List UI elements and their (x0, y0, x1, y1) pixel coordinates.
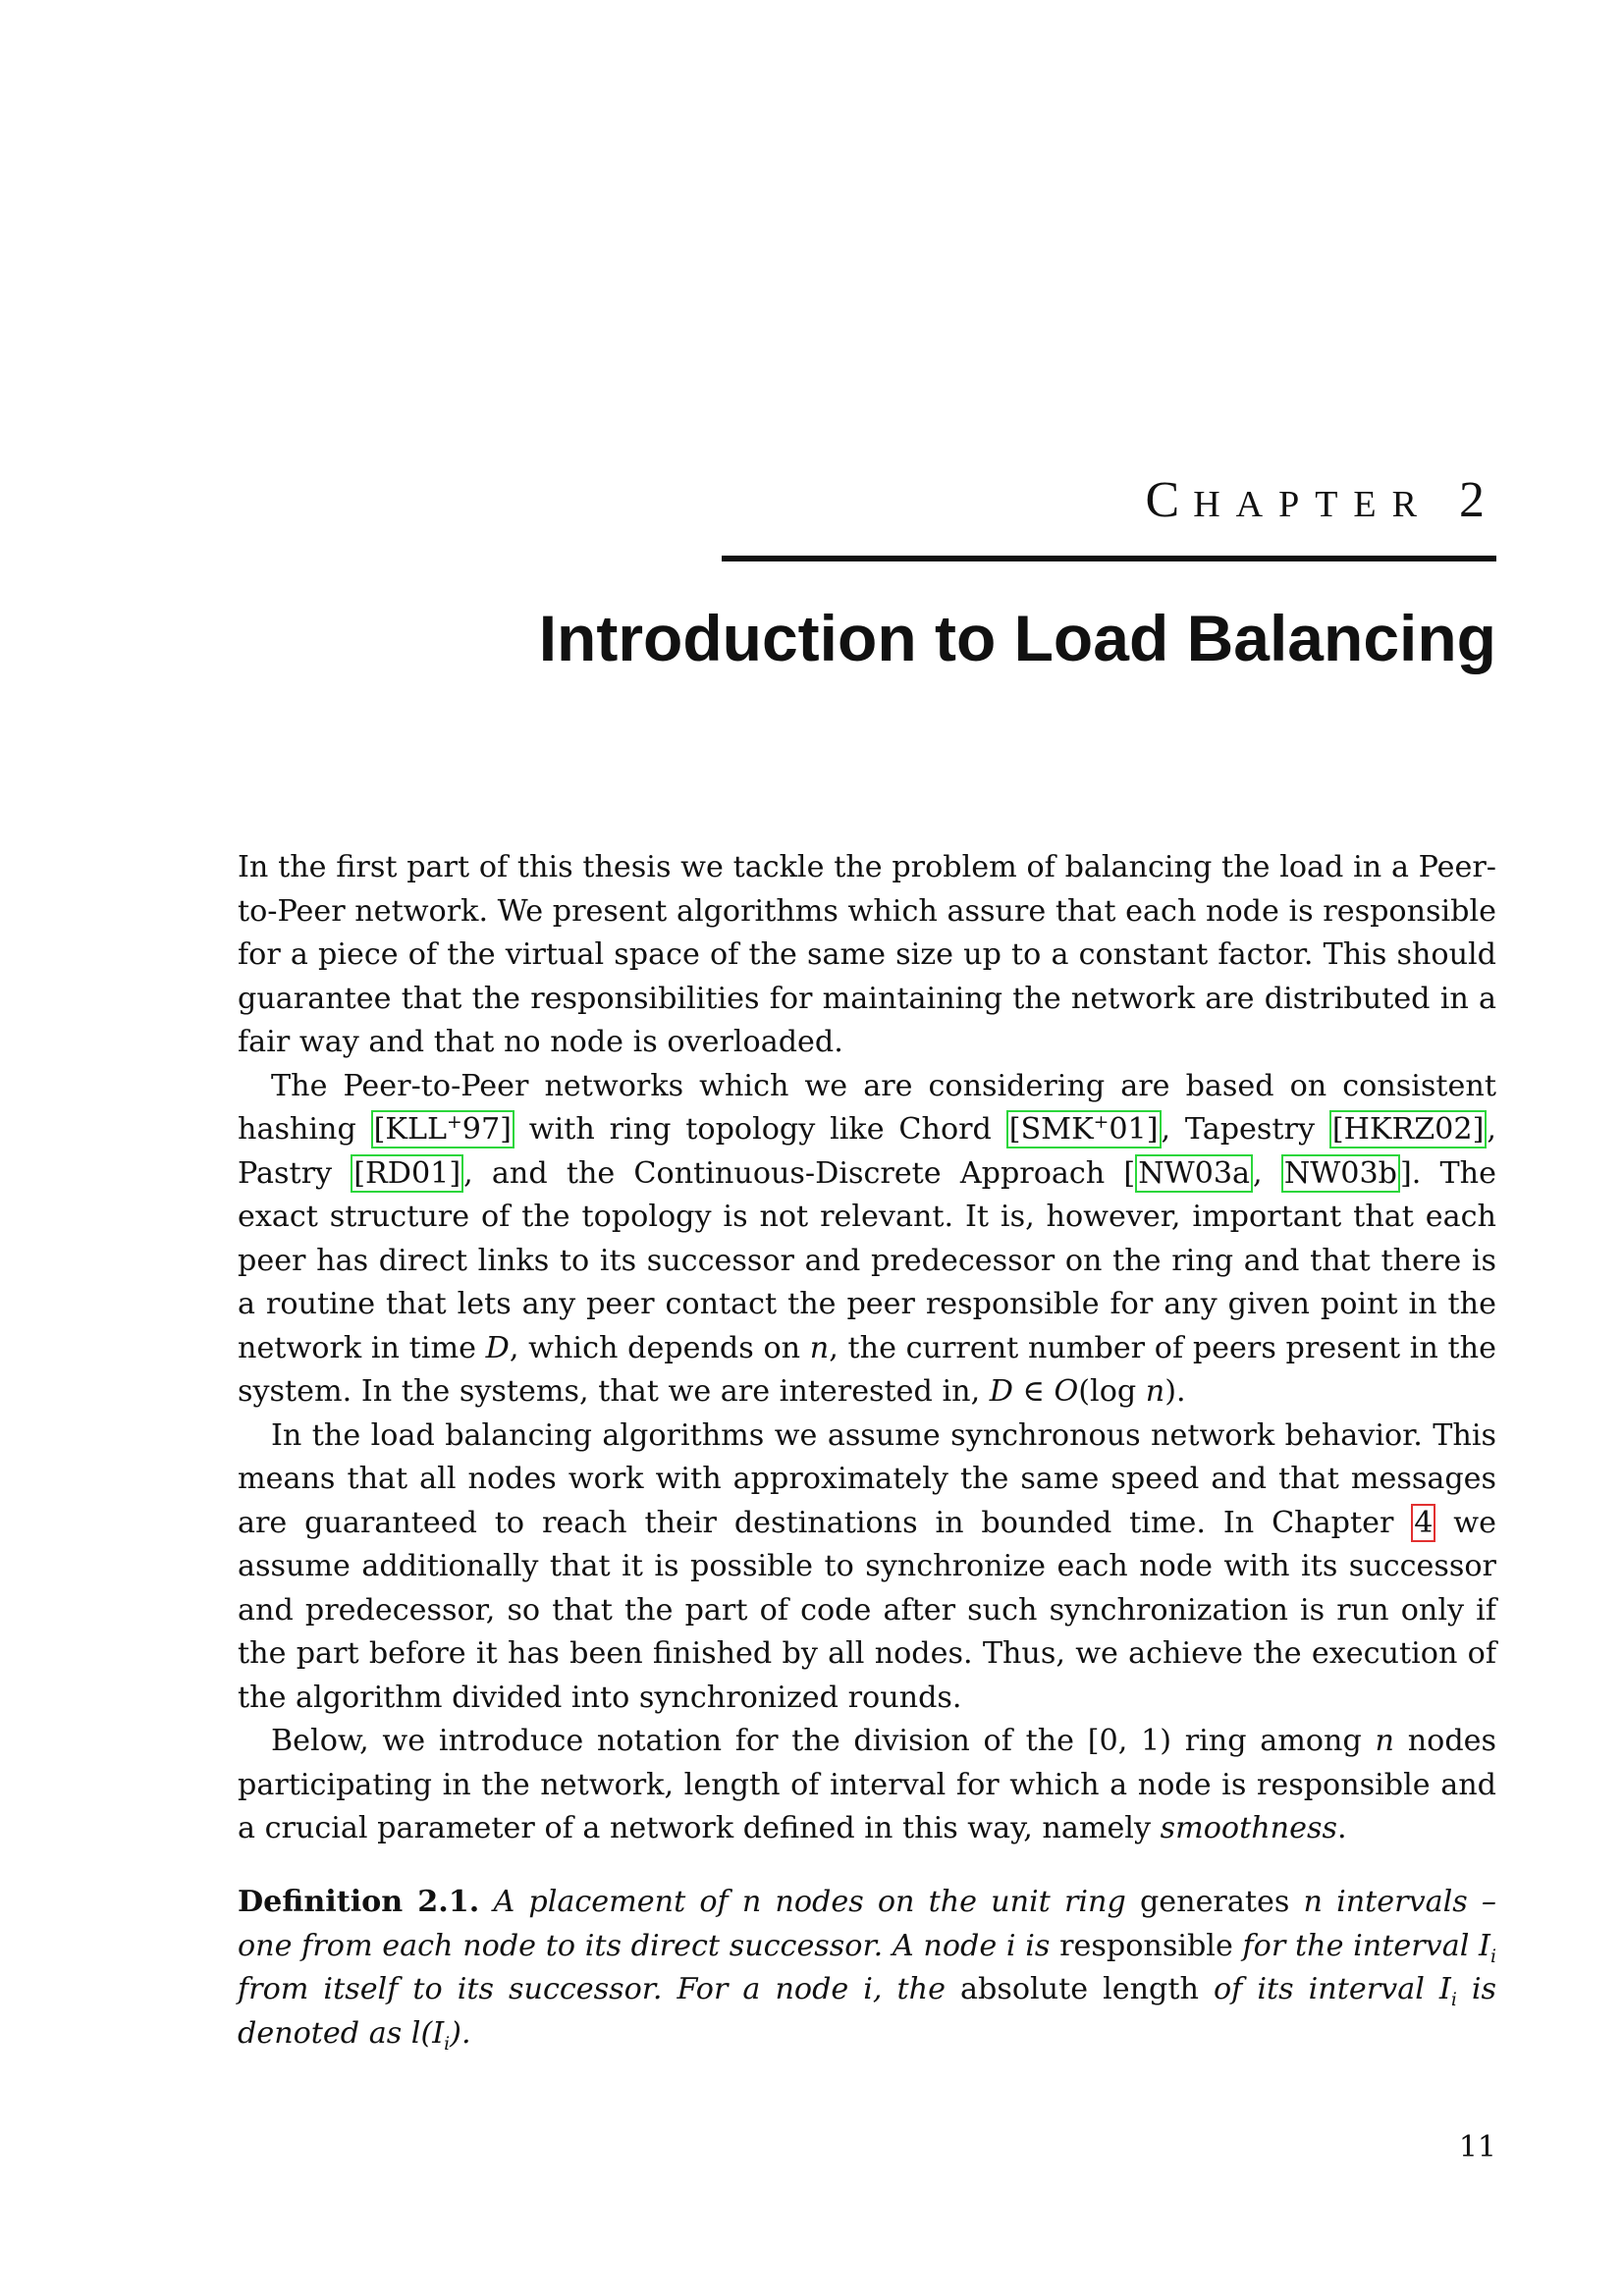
body-text (238, 846, 1496, 1851)
paragraph-1: In the first part of this thesis we tackle the problem of balancing the load in a Peer-to-Peer network. We present algorithms which assure that each node is responsible for a piece of the virtual space of the same size up to a constant factor. This should guarantee that the responsibilities for maintaining the network are distributed in a fair way and that no node is overloaded. (238, 850, 1496, 1059)
chapter-label-rest: HAPTER (1193, 484, 1433, 525)
citation-link-nw03a[interactable]: NW03a (1135, 1154, 1253, 1193)
definition-2-1: Definition 2.1. A placement of n nodes on the unit ring generates n intervals – one from each node to its direct successor. A node i is responsible for the interval $I_i$ from itself to its successor. For a node i, the absolute length of its interval $I_i$ is denoted as $l(I_i)$. (238, 1885, 1497, 2055)
citation-link-hkrz02[interactable]: [HKRZ02] (1329, 1110, 1488, 1148)
citation-link-smk01[interactable]: [SMK+01] (1006, 1110, 1162, 1148)
paragraph-3: In the load balancing algorithms we assume synchronous network behavior. This means that all nodes work with approximately the same speed and that messages are guaranteed to reach their destinations in bounded time. In Chapter 4 we assume additionally that it is possible to synchronize each node with its successor and predecessor, so that the part of code after such synchronization is run only if the part before it has been finished by all nodes. Thus, we achieve the execution of the algorithm divided into synchronized rounds. (238, 1417, 1496, 1715)
citation-link-rd01[interactable]: [RD01] (351, 1154, 463, 1193)
definition-heading: Definition 2.1. (238, 1885, 480, 1919)
page-number: 11 (1458, 2130, 1496, 2164)
chapter-number: 2 (1459, 472, 1498, 528)
chapter-title: Introduction to Load Balancing (538, 602, 1496, 674)
chapter-rule (722, 556, 1496, 561)
paragraph-2: The Peer-to-Peer networks which we are considering are based on consistent hashing [KLL+97] with ring topology like Chord [SMK+01], Tapestry [HKRZ02], Pastry [RD01], and the Continuous-Discrete Approach [NW03a, NW03b]. The exact structure of the topology is not relevant. It is, however, important that each peer has direct links to its successor and predecessor on the ring and that there is a routine that lets any peer contact the peer responsible for any given point in the network in time D, which depends on n, the current number of peers present in the system. In the systems, that we are interested in, D ∈ O(log n). (238, 1068, 1496, 1409)
citation-link-kll97[interactable]: [KLL+97] (371, 1110, 514, 1148)
citation-link-nw03b[interactable]: NW03b (1281, 1154, 1400, 1193)
chapter-label (1146, 471, 1498, 529)
chapter-label-initial: C (1145, 472, 1194, 528)
paragraph-4: Below, we introduce notation for the division of the [0, 1) ring among n nodes participating in the network, length of interval for which a node is responsible and a crucial parameter of a network defined in this way, namely smoothness. (238, 1724, 1497, 1845)
chapter-link-4[interactable]: 4 (1411, 1504, 1435, 1542)
